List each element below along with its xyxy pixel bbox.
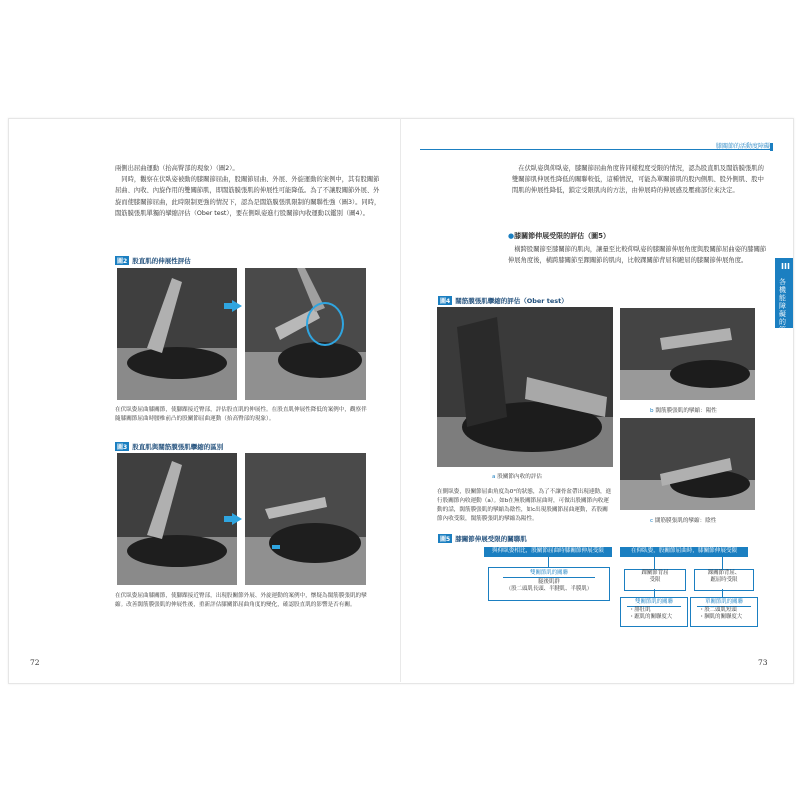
fig2-caption: 在伏臥姿屈曲膝關節，使腳踝接近臀部，評估股直肌的伸展性。在股直肌伸展性降低的案例中，觀察伴隨膝關節屈曲時腰椎前凸的股關節屈曲運動（抬高臀部的現象）。	[115, 407, 367, 422]
fig3-tag: 圖3	[117, 444, 128, 451]
fig4-photo-a	[437, 307, 613, 467]
fig5-box-left-title: 雙關節肌的關聯	[503, 568, 595, 578]
fig3-arrow	[232, 513, 242, 525]
chapter-tab-text: 各機能障礙的管理	[779, 278, 786, 342]
fig5-tag: 圖5	[440, 536, 451, 543]
section-heading-text: 膝關節伸展受限的評估（圖5）	[514, 232, 610, 240]
fig5-connector-r1	[654, 557, 655, 569]
fig3-highlight-mark	[272, 545, 280, 549]
section-body-text: 橫跨股關節至膝關節的肌肉，讓量至比較仰臥姿的膝關節伸展角度與股關節屈曲姿的膝關節伸展角度後，橫跨膝關節至踝關節的肌肉，比較踝關節背屈和蹠屈的膝關節伸展角度。	[508, 246, 767, 265]
fig4-label	[438, 296, 568, 305]
fig5-label	[438, 534, 527, 543]
fig4-sub-b-text: 闊筋膜張肌的攣縮：陽性	[655, 408, 717, 414]
book-gutter	[400, 118, 401, 682]
fig2-photo-before	[117, 268, 237, 400]
fig4-sub-c: c 闊筋膜張肌的攣縮：陰性	[650, 518, 717, 524]
right-page-number: 73	[758, 658, 768, 667]
fig5-head-left: 與仰臥姿相比，股關節屈曲時膝關節伸展受限	[484, 547, 612, 557]
fig4-tag: 圖4	[440, 298, 451, 305]
fig5-box-left-detail: 腿後肌群 （股二頭肌長頭、半腱肌、半膜肌）	[505, 579, 593, 592]
fig2-tag: 圖2	[117, 258, 128, 265]
fig5-box-left	[488, 567, 610, 601]
fig5-head-right: 在仰臥姿，股關節屈曲時，膝關節伸展受限	[620, 547, 748, 557]
fig2-arrow	[232, 300, 242, 312]
fig5-box-r4-detail: ・股二頭肌短頭 ・膕肌的關聯度大	[699, 607, 743, 620]
fig3-photo-after	[245, 453, 366, 585]
section-heading	[508, 231, 610, 241]
running-head: 膝關節的活動度障礙	[716, 143, 771, 150]
fig4-photo-c	[620, 418, 755, 510]
fig4-sub-a-text: 股關節內收的評估	[497, 474, 542, 480]
left-body-text: 兩側出屈曲運動（抬高臀部的現象）（圖2）。 同時，觀察在伏臥姿被動的膝關節屈曲，股關節屈曲、外展、外旋運動的案例中，其有股關節屈曲、內收、內旋作用的雙關節肌，即闊筋膜張肌的伸展性可能降低。為了不讓股關節外展、外旋而使膝關節屈曲，此時限制更強的情況下，認為是闊筋膜張肌限制的關聯性強（圖3）。同時，闊筋膜張肌單獨的攣縮評估（Ober test），要在側臥姿進行股關節內收運動以鑑別（圖4）。	[115, 165, 381, 217]
fig5-box-r3	[620, 597, 688, 627]
fig2-label	[115, 256, 191, 265]
fig5-box-r3-title: 雙關節肌的關聯	[627, 598, 681, 607]
fig5-connector-r2	[722, 557, 723, 569]
fig5-box-r2: 踝關節背屈、 蹠屈時受限	[694, 569, 754, 591]
fig5-box-r3-detail: ・腓肚肌 ・蹠肌的關聯度大	[629, 607, 673, 620]
fig2-title: 股直肌的伸展性評估	[132, 257, 191, 265]
fig2-photo-after	[245, 268, 366, 400]
fig4-sub-c-text: 闊筋膜張肌的攣縮：陰性	[654, 518, 717, 524]
fig2-highlight-circle	[306, 302, 344, 346]
running-head-bar	[770, 143, 773, 151]
fig3-title: 股直肌與闊筋膜張肌攣縮的區別	[132, 443, 224, 451]
right-body-text: 在伏臥姿與仰臥姿，膝關節屈曲角度皆同樣程度受限的情況，認為股直肌及闊筋膜張肌的雙關節肌伸展性降低的關聯較低，這種情況，可能為單關節肌的股內側肌、股外側肌、股中間肌的伸展性降低，鎖定受限肌肉的方法，由伸展時的伸展感及壓痛部位來決定。	[512, 165, 764, 195]
section-bullet-icon: ●	[508, 232, 515, 240]
fig4-sub-b: b 闊筋膜張肌的攣縮：陽性	[650, 408, 717, 414]
fig5-connector-left	[548, 557, 549, 567]
fig4-photo-b	[620, 308, 755, 400]
fig5-title: 膝關節伸展受限的關聯肌	[455, 535, 527, 543]
fig5-box-r4	[690, 597, 758, 627]
fig4-title: 闊筋膜張肌攣縮的評估（Ober test）	[455, 297, 568, 305]
chapter-tab-number: III	[781, 262, 790, 271]
fig3-photo-before	[117, 453, 237, 585]
left-page-number: 72	[30, 658, 40, 667]
fig5-box-r1: 踝關節背屈 受限	[624, 569, 686, 591]
fig5-connector-r4	[722, 589, 723, 597]
fig5-connector-r3	[654, 589, 655, 597]
fig4-sub-a: a 股關節內收的評估	[492, 474, 542, 480]
fig5-box-r4-title: 單關節肌的關聯	[697, 598, 751, 607]
fig3-caption: 在伏臥姿屈曲膝關節，使腳踝接近臀部，出現股關節外展、外旋運動的案例中，懷疑為闊筋膜張肌的攣縮。改善闊筋膜張肌的伸展性後，重新評估膝關節屈曲角度的變化，確認股直肌的影響是否有關。	[115, 593, 367, 608]
fig3-label	[115, 442, 223, 451]
fig4-caption: 在側臥姿，股關節屈曲角度為0°的狀態，為了不讓骨盆帶出現連動，進行股關節內收運動（a）。如b在無股關節屈曲時，可做出股關節內收運動的話，闊筋膜張肌的攣縮為陰性，如c出現股關節屈曲運動，若股關節內收受限，闊筋膜張肌的攣縮為陽性。	[437, 489, 612, 522]
